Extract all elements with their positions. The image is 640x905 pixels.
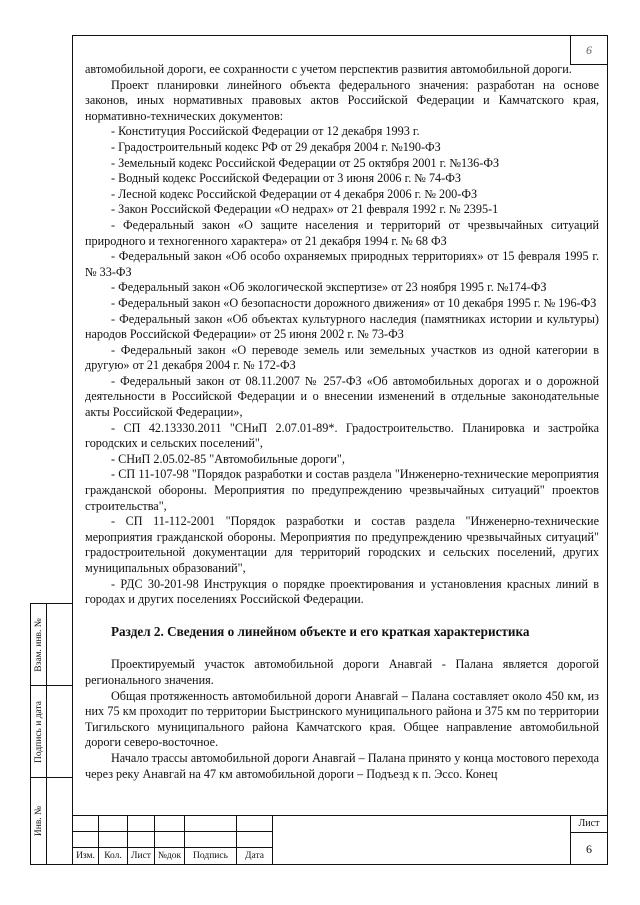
title-block-columns [73,816,273,864]
title-block-col [185,816,237,864]
registration-label: Инв. № [33,805,44,837]
title-block-col [99,816,128,864]
paragraph: Начало трассы автомобильной дороги Анавгай – Палана принято у конца мостового перехода через реку Анавгай на 47 км автомобильной дороги – Подъезд к п. Эссо. Конец [85,750,599,781]
sheet-number: 6 [586,842,592,856]
paragraph: автомобильной дороги, ее сохранности с учетом перспектив развития автомобильной дороги. [85,62,572,76]
list-item: - СП 42.13330.2011 "СНиП 2.07.01-89*. Градостроительство. Планировка и застройка городских и сельских поселений", [85,420,599,451]
page-frame [72,35,608,865]
title-block-col [237,816,273,864]
title-block-col-label: Изм. [76,851,95,861]
registration-labels [31,604,47,864]
title-block-col [73,816,99,864]
title-block-col [155,816,185,864]
registration-label: Подпись и дата [33,700,44,763]
list-item: - Федеральный закон от 08.11.2007 № 257-ФЗ «Об автомобильных дорогах и о дорожной деятельности в Российской Федерации и о внесении изменений в отдельные законодательные акты Российской Федерации», [85,373,599,420]
title-block-col-label: Дата [245,851,264,861]
title-block-col [128,816,155,864]
title-block-col-label: Подпись [193,851,228,861]
registration-cell [31,686,46,778]
page-mark: 6 [570,36,607,65]
section-heading: Раздел 2. Сведения о линейном объекте и его краткая характеристика [111,623,530,639]
list-item: - Федеральный закон «О безопасности дорожного движения» от 10 декабря 1995 г. № 196-ФЗ [111,295,597,310]
list-item: - Федеральный закон «О защите населения и территорий от чрезвычайных ситуаций природного и техногенного характера» от 21 декабря 1994 г. № 68 ФЗ [85,217,599,248]
title-block-col-label: Лист [131,851,151,861]
registration-value-cell [47,778,73,864]
sheet-number-cell [571,816,607,864]
list-item: - СНиП 2.05.02-85 "Автомобильные дороги", [111,451,345,466]
list-item: - Федеральный закон «О переводе земель или земельных участков из одной категории в другую» от 21 декабря 2004 г. № 172-ФЗ [85,342,599,373]
sheet-label: Лист [571,816,607,833]
title-block-col-label: Кол. [104,851,122,861]
list-item: - Закон Российской Федерации «О недрах» от 21 февраля 1992 г. № 2395-1 [111,202,499,217]
list-item: - Федеральный закон «Об особо охраняемых природных территориях» от 15 февраля 1995 г. № 33-ФЗ [85,249,599,279]
registration-value-cell [47,686,73,778]
list-item: - Водный кодекс Российской Федерации от 3 июня 2006 г. № 74-ФЗ [111,171,461,186]
title-block [73,815,607,864]
list-item: - РДС 30-201-98 Инструкция о порядке проектирования и установления красных линий в городах и других поселениях Российской Федерации. [85,576,599,607]
list-item: - Конституция Российской Федерации от 12 декабря 1993 г. [111,124,420,139]
registration-value-cell [47,604,73,686]
paragraph: Проект планировки линейного объекта федерального значения: разработан на основе законов, иных нормативных правовых актов Российской Федерации и Камчатского края, нормативно-технических документов: [85,77,599,123]
registration-label: Взам. инв. № [33,617,44,672]
registration-values [47,604,73,864]
registration-strip [30,603,72,865]
paragraph: Общая протяженность автомобильной дороги Анавгай – Палана составляет около 450 км, из них 75 км проходит по территории Быстринского муниципального района и 375 км по территории Тигильского муниципального района Камчатского края. Общее направление автомобильной дороги северо-восточное. [85,688,599,750]
list-item: - СП 11-107-98 "Порядок разработки и состав раздела "Инженерно-технические мероприятия гражданской обороны. Мероприятия по предупреждению чрезвычайных ситуаций" проектов строительства", [85,467,599,513]
list-item: - Федеральный закон «Об объектах культурного наследия (памятниках истории и культуры) народов Российской Федерации» от 25 июня 2002 г. № 73-ФЗ [85,311,599,342]
list-item: - Градостроительный кодекс РФ от 29 декабря 2004 г. №190-ФЗ [111,139,441,154]
registration-cell [31,604,46,686]
list-item: - СП 11-112-2001 "Порядок разработки и состав раздела "Инженерно-технические мероприятия гражданской обороны. Мероприятия по предупреждению чрезвычайных ситуаций" градостроительной документации для территорий городских и сельских поселений, других муниципальных образований", [85,514,599,575]
list-item: - Земельный кодекс Российской Федерации от 25 октября 2001 г. №136-ФЗ [111,155,500,170]
title-block-main [273,816,571,864]
title-block-col-label: №док [157,851,182,861]
list-item: - Лесной кодекс Российской Федерации от 4 декабря 2006 г. № 200-ФЗ [111,186,478,201]
list-item: - Федеральный закон «Об экологической экспертизе» от 23 ноября 1995 г. №174-ФЗ [111,280,547,295]
registration-cell [31,778,46,864]
document-body [85,62,599,782]
paragraph: Проектируемый участок автомобильной дороги Анавгай - Палана является дорогой регионального значения. [85,657,599,687]
